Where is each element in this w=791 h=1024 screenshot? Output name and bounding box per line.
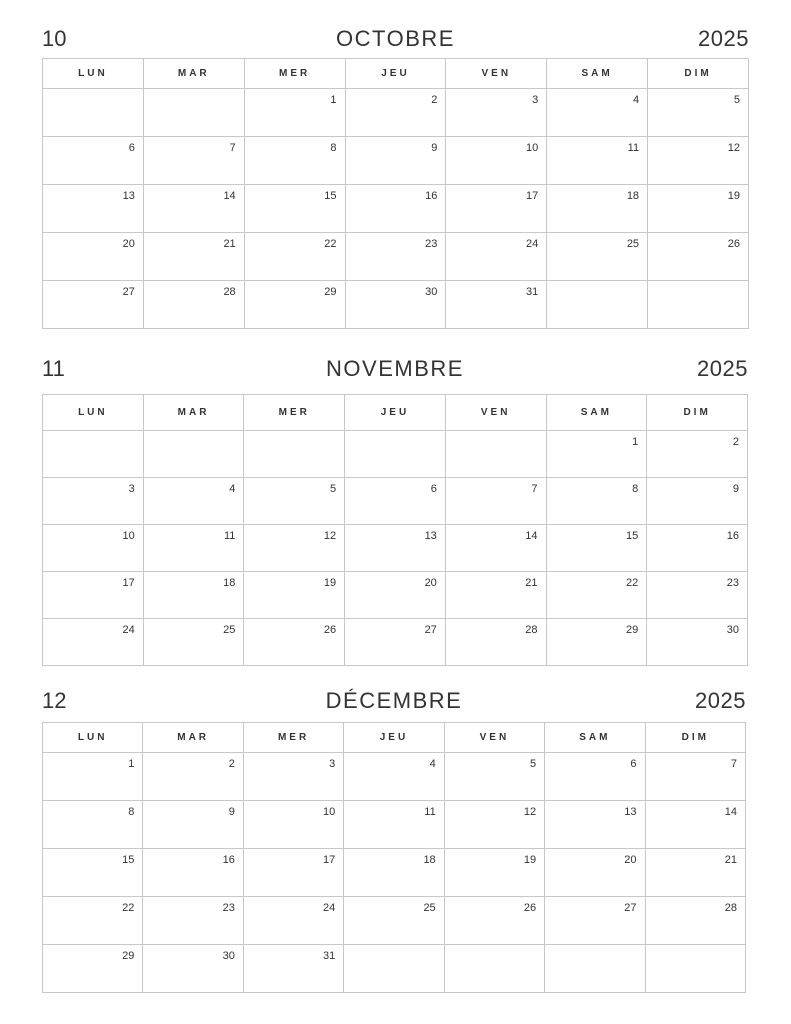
- month-year: 2025: [695, 688, 746, 713]
- day-cell: [43, 897, 143, 945]
- day-cell: [143, 525, 244, 572]
- day-number: 4: [229, 483, 236, 495]
- day-cell: [446, 185, 547, 233]
- day-number: 9: [228, 806, 235, 818]
- day-number: 24: [122, 624, 135, 636]
- weekday-header: JEU: [344, 723, 444, 753]
- day-number: 30: [726, 624, 739, 636]
- day-number: [43, 89, 143, 94]
- day-cell: [546, 431, 647, 478]
- day-number: 4: [429, 758, 436, 770]
- day-number: 20: [624, 854, 637, 866]
- day-number: 3: [329, 758, 336, 770]
- day-cell: [143, 801, 243, 849]
- month-december: [42, 688, 746, 993]
- day-number: 9: [431, 142, 438, 154]
- month-october: [42, 26, 749, 329]
- weekday-header: SAM: [547, 59, 648, 89]
- day-cell: [647, 478, 748, 525]
- day-number: 5: [329, 483, 337, 495]
- day-cell: [345, 137, 446, 185]
- day-number: [344, 945, 443, 950]
- day-cell: [143, 233, 244, 281]
- day-number: 8: [330, 142, 337, 154]
- day-number: 8: [632, 483, 639, 495]
- day-cell: [648, 233, 749, 281]
- day-number: 13: [122, 190, 135, 202]
- day-number: 22: [324, 238, 337, 250]
- day-number: [144, 431, 244, 436]
- day-cell: [143, 897, 243, 945]
- day-number: 7: [730, 758, 737, 770]
- day-number: 29: [324, 286, 337, 298]
- day-cell: [446, 137, 547, 185]
- day-number: 23: [726, 577, 739, 589]
- calendar-grid: [42, 58, 749, 329]
- day-number: 26: [727, 238, 740, 250]
- day-number: 26: [323, 624, 337, 636]
- day-number: 16: [425, 190, 438, 202]
- day-number: 3: [128, 483, 135, 495]
- day-cell: [43, 753, 143, 801]
- day-number: 5: [733, 94, 740, 106]
- day-number: 15: [625, 530, 639, 542]
- weekday-header: DIM: [647, 395, 748, 431]
- day-cell: [43, 89, 144, 137]
- day-cell: [43, 431, 144, 478]
- day-cell: [648, 137, 749, 185]
- month-name: DÉCEMBRE: [325, 688, 463, 713]
- day-number: [445, 945, 544, 950]
- day-cell: [444, 849, 544, 897]
- day-cell: [143, 431, 244, 478]
- day-number: 28: [223, 286, 236, 298]
- day-cell: [143, 281, 244, 329]
- day-cell: [243, 753, 343, 801]
- day-cell: [444, 945, 544, 993]
- day-cell: [345, 185, 446, 233]
- day-number: 19: [323, 577, 337, 589]
- day-number: 31: [525, 286, 539, 298]
- day-number: 1: [330, 94, 337, 106]
- day-number: 24: [525, 238, 539, 250]
- day-number: 26: [523, 902, 537, 914]
- day-number: 17: [525, 190, 539, 202]
- day-number: 30: [222, 950, 235, 962]
- day-cell: [43, 478, 144, 525]
- month-name: NOVEMBRE: [326, 356, 464, 381]
- day-number: 9: [732, 483, 739, 495]
- month-year: 2025: [697, 356, 748, 381]
- day-cell: [43, 185, 144, 233]
- day-cell: [43, 525, 144, 572]
- day-cell: [648, 185, 749, 233]
- day-cell: [244, 525, 345, 572]
- day-number: 15: [324, 190, 337, 202]
- weekday-header: MAR: [143, 395, 244, 431]
- week-row: [43, 572, 748, 619]
- weekday-header: MER: [243, 723, 343, 753]
- day-cell: [545, 945, 645, 993]
- day-number: 7: [229, 142, 236, 154]
- day-number: 29: [122, 950, 135, 962]
- day-number: 22: [625, 577, 639, 589]
- day-number: 23: [222, 902, 235, 914]
- day-cell: [445, 572, 546, 619]
- day-cell: [647, 525, 748, 572]
- day-number: 21: [525, 577, 538, 589]
- day-cell: [547, 281, 648, 329]
- month-number: 12: [42, 688, 67, 713]
- day-number: 27: [424, 624, 437, 636]
- day-number: 14: [525, 530, 538, 542]
- week-row: [43, 849, 746, 897]
- day-number: 12: [323, 530, 337, 542]
- day-cell: [645, 753, 745, 801]
- day-cell: [244, 572, 345, 619]
- week-row: [43, 233, 749, 281]
- week-row: [43, 897, 746, 945]
- weekday-header: VEN: [445, 395, 546, 431]
- day-number: 19: [727, 190, 740, 202]
- week-row: [43, 478, 748, 525]
- weekday-header: VEN: [446, 59, 547, 89]
- day-cell: [244, 185, 345, 233]
- day-number: 2: [431, 94, 438, 106]
- weekday-header: JEU: [345, 59, 446, 89]
- day-number: 18: [626, 190, 640, 202]
- day-cell: [43, 945, 143, 993]
- day-cell: [43, 619, 144, 666]
- day-number: 16: [726, 530, 739, 542]
- day-number: 1: [128, 758, 135, 770]
- day-cell: [344, 801, 444, 849]
- weekday-header: SAM: [546, 395, 647, 431]
- weekday-header: MER: [244, 395, 345, 431]
- day-number: [144, 89, 244, 94]
- day-number: 10: [122, 530, 135, 542]
- day-cell: [143, 572, 244, 619]
- day-cell: [244, 619, 345, 666]
- day-cell: [143, 185, 244, 233]
- day-cell: [446, 89, 547, 137]
- day-number: 11: [627, 142, 640, 154]
- day-cell: [344, 897, 444, 945]
- calendar-grid: [42, 394, 748, 666]
- day-cell: [645, 945, 745, 993]
- day-number: 15: [122, 854, 135, 866]
- day-cell: [547, 233, 648, 281]
- day-cell: [345, 233, 446, 281]
- month-header: [42, 26, 749, 56]
- day-cell: [345, 281, 446, 329]
- week-row: [43, 619, 748, 666]
- day-number: 21: [223, 238, 236, 250]
- day-number: [545, 945, 644, 950]
- day-cell: [344, 945, 444, 993]
- day-cell: [345, 525, 446, 572]
- day-number: 14: [223, 190, 236, 202]
- week-row: [43, 801, 746, 849]
- day-cell: [143, 478, 244, 525]
- day-cell: [243, 849, 343, 897]
- month-november: [42, 356, 748, 666]
- day-number: 1: [632, 436, 639, 448]
- day-cell: [546, 619, 647, 666]
- day-cell: [647, 431, 748, 478]
- day-cell: [545, 897, 645, 945]
- day-number: 6: [630, 758, 637, 770]
- day-cell: [647, 572, 748, 619]
- day-number: 21: [724, 854, 737, 866]
- day-number: 6: [128, 142, 135, 154]
- day-number: [547, 281, 647, 286]
- day-cell: [243, 945, 343, 993]
- week-row: [43, 89, 749, 137]
- day-cell: [445, 619, 546, 666]
- day-number: 18: [423, 854, 436, 866]
- day-cell: [244, 137, 345, 185]
- weekday-header: LUN: [43, 723, 143, 753]
- day-number: 7: [531, 483, 538, 495]
- day-number: 11: [424, 806, 436, 818]
- day-cell: [143, 619, 244, 666]
- day-cell: [43, 572, 144, 619]
- day-cell: [243, 897, 343, 945]
- week-row: [43, 525, 748, 572]
- day-cell: [444, 801, 544, 849]
- day-cell: [444, 753, 544, 801]
- month-header: [42, 688, 746, 718]
- week-row: [43, 137, 749, 185]
- week-row: [43, 281, 749, 329]
- day-cell: [244, 233, 345, 281]
- day-cell: [243, 801, 343, 849]
- day-number: 14: [724, 806, 737, 818]
- day-number: 27: [122, 286, 135, 298]
- day-cell: [446, 233, 547, 281]
- day-number: 30: [425, 286, 438, 298]
- weekday-header: VEN: [444, 723, 544, 753]
- day-number: 6: [430, 483, 437, 495]
- day-cell: [546, 572, 647, 619]
- weekday-header: JEU: [345, 395, 446, 431]
- day-cell: [545, 801, 645, 849]
- day-number: 13: [424, 530, 437, 542]
- day-number: [446, 431, 546, 436]
- day-number: 19: [523, 854, 537, 866]
- day-number: 18: [223, 577, 236, 589]
- day-cell: [43, 137, 144, 185]
- day-number: 25: [223, 624, 236, 636]
- day-cell: [345, 572, 446, 619]
- weekday-header: DIM: [645, 723, 745, 753]
- week-row: [43, 185, 749, 233]
- weekday-header: SAM: [545, 723, 645, 753]
- month-number: 10: [42, 26, 67, 51]
- weekday-header: MER: [244, 59, 345, 89]
- day-number: 3: [532, 94, 539, 106]
- day-number: 2: [228, 758, 235, 770]
- month-number: 11: [42, 356, 65, 381]
- day-number: 27: [624, 902, 637, 914]
- day-cell: [143, 89, 244, 137]
- day-cell: [645, 801, 745, 849]
- day-number: 25: [423, 902, 436, 914]
- day-number: 17: [323, 854, 336, 866]
- day-cell: [547, 137, 648, 185]
- day-cell: [647, 619, 748, 666]
- day-number: 20: [122, 238, 135, 250]
- day-cell: [547, 89, 648, 137]
- day-cell: [345, 619, 446, 666]
- day-cell: [345, 431, 446, 478]
- week-row: [43, 431, 748, 478]
- day-number: 8: [128, 806, 135, 818]
- day-cell: [43, 233, 144, 281]
- calendar-grid: [42, 722, 746, 993]
- month-name: OCTOBRE: [336, 26, 455, 51]
- day-number: [43, 431, 143, 436]
- day-cell: [143, 945, 243, 993]
- day-cell: [547, 185, 648, 233]
- day-cell: [344, 753, 444, 801]
- day-number: 24: [323, 902, 336, 914]
- month-header: [42, 356, 748, 386]
- day-cell: [648, 89, 749, 137]
- month-year: 2025: [698, 26, 749, 51]
- day-number: 10: [525, 142, 539, 154]
- day-number: 29: [625, 624, 639, 636]
- day-number: 10: [323, 806, 336, 818]
- day-cell: [43, 849, 143, 897]
- day-cell: [244, 478, 345, 525]
- weekday-header: LUN: [43, 59, 144, 89]
- day-cell: [143, 753, 243, 801]
- day-number: 31: [323, 950, 336, 962]
- day-cell: [244, 281, 345, 329]
- day-number: 17: [122, 577, 135, 589]
- day-number: 28: [724, 902, 737, 914]
- week-row: [43, 945, 746, 993]
- day-cell: [645, 849, 745, 897]
- day-cell: [244, 431, 345, 478]
- day-cell: [345, 89, 446, 137]
- day-cell: [43, 801, 143, 849]
- day-cell: [143, 137, 244, 185]
- day-number: 12: [727, 142, 740, 154]
- day-number: 2: [732, 436, 739, 448]
- day-cell: [546, 478, 647, 525]
- day-cell: [545, 753, 645, 801]
- weekday-header: MAR: [143, 59, 244, 89]
- day-number: 20: [424, 577, 437, 589]
- day-cell: [445, 525, 546, 572]
- day-number: [345, 431, 445, 436]
- day-number: 13: [624, 806, 637, 818]
- day-number: [244, 431, 344, 436]
- day-number: 25: [626, 238, 640, 250]
- weekday-header: LUN: [43, 395, 144, 431]
- day-cell: [43, 281, 144, 329]
- day-number: 23: [425, 238, 438, 250]
- day-cell: [344, 849, 444, 897]
- weekday-header: DIM: [648, 59, 749, 89]
- day-number: 28: [525, 624, 538, 636]
- day-cell: [545, 849, 645, 897]
- week-row: [43, 753, 746, 801]
- day-cell: [445, 478, 546, 525]
- day-cell: [445, 431, 546, 478]
- day-cell: [645, 897, 745, 945]
- day-number: 5: [529, 758, 537, 770]
- weekday-header: MAR: [143, 723, 243, 753]
- day-cell: [546, 525, 647, 572]
- day-cell: [143, 849, 243, 897]
- day-number: [646, 945, 745, 950]
- day-number: 4: [632, 94, 640, 106]
- day-cell: [444, 897, 544, 945]
- day-number: 16: [222, 854, 235, 866]
- day-cell: [345, 478, 446, 525]
- day-cell: [446, 281, 547, 329]
- day-cell: [648, 281, 749, 329]
- day-number: 12: [523, 806, 537, 818]
- day-number: 22: [122, 902, 135, 914]
- day-number: 11: [223, 530, 236, 542]
- day-cell: [244, 89, 345, 137]
- day-number: [648, 281, 748, 286]
